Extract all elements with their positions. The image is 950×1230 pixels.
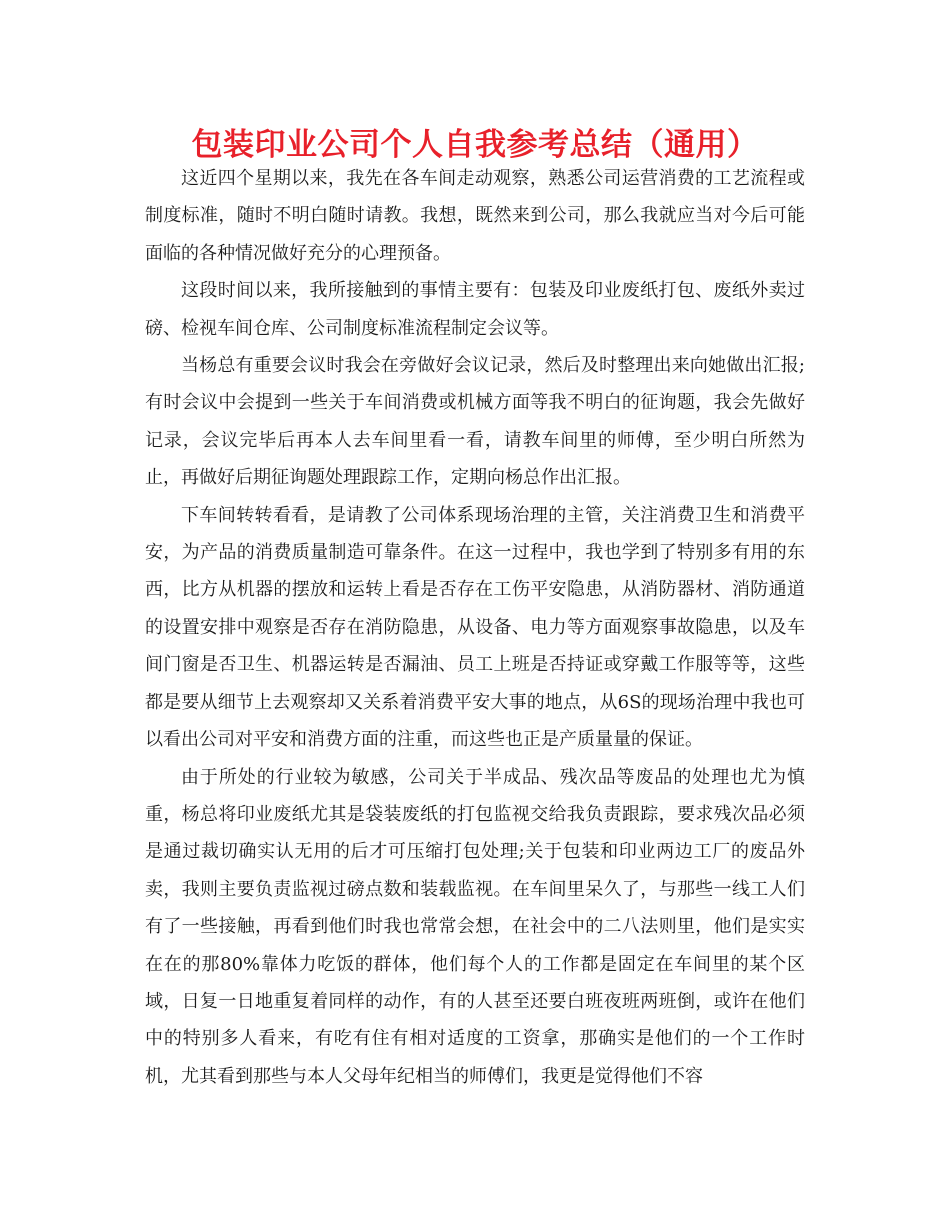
paragraph-3: 当杨总有重要会议时我会在旁做好会议记录，然后及时整理出来向她做出汇报;有时会议中会提到一些关于车间消费或机械方面等我不明白的征询题，我会先做好记录，会议完毕后再本人去车间里看一看，请教车间里的师傅，至少明白所然为止，再做好后期征询题处理跟踪工作，定期向杨总作出汇报。 — [145, 355, 805, 489]
paragraph-4: 下车间转转看看，是请教了公司体系现场治理的主管，关注消费卫生和消费平安，为产品的消费质量制造可靠条件。在这一过程中，我也学到了特别多有用的东西，比方从机器的摆放和运转上看是否存在工伤平安隐患，从消防器材、消防通道的设置安排中观察是否存在消防隐患，从设备、电力等方面观察事故隐患，以及车间门窗是否卫生、机器运转是否漏油、员工上班是否持证或穿戴工作服等等，这些都是要从细节上去观察却又关系着消费平安大事的地点，从6S的现场治理中我也可以看出公司对平安和消费方面的注重，而这些也正是产质量量的保证。 — [145, 504, 805, 751]
paragraph-2: 这段时间以来，我所接触到的事情主要有：包装及印业废纸打包、废纸外卖过磅、检视车间仓库、公司制度标准流程制定会议等。 — [145, 280, 805, 339]
document-body — [145, 160, 805, 1095]
paragraph-5: 由于所处的行业较为敏感，公司关于半成品、残次品等废品的处理也尤为慎重，杨总将印业废纸尤其是袋装废纸的打包监视交给我负责跟踪，要求残次品必须是通过裁切确实认无用的后才可压缩打包处理;关于包装和印业两边工厂的废品外卖，我则主要负责监视过磅点数和装载监视。在车间里呆久了，与那些一线工人们有了一些接触，再看到他们时我也常常会想，在社会中的二八法则里，他们是实实在在的那80%靠体力吃饭的群体，他们每个人的工作都是固定在车间里的某个区域，日复一日地重复着同样的动作，有的人甚至还要白班夜班两班倒，或许在他们中的特别多人看来，有吃有住有相对适度的工资拿，那确实是他们的一个工作时机，尤其看到那些与本人父母年纪相当的师傅们，我更是觉得他们不容 — [145, 766, 805, 1087]
paragraph-1: 这近四个星期以来，我先在各车间走动观察，熟悉公司运营消费的工艺流程或制度标准，随时不明白随时请教。我想，既然来到公司，那么我就应当对今后可能面临的各种情况做好充分的心理预备。 — [145, 168, 805, 264]
document-title: 包装印业公司个人自我参考总结（通用） — [191, 127, 759, 163]
